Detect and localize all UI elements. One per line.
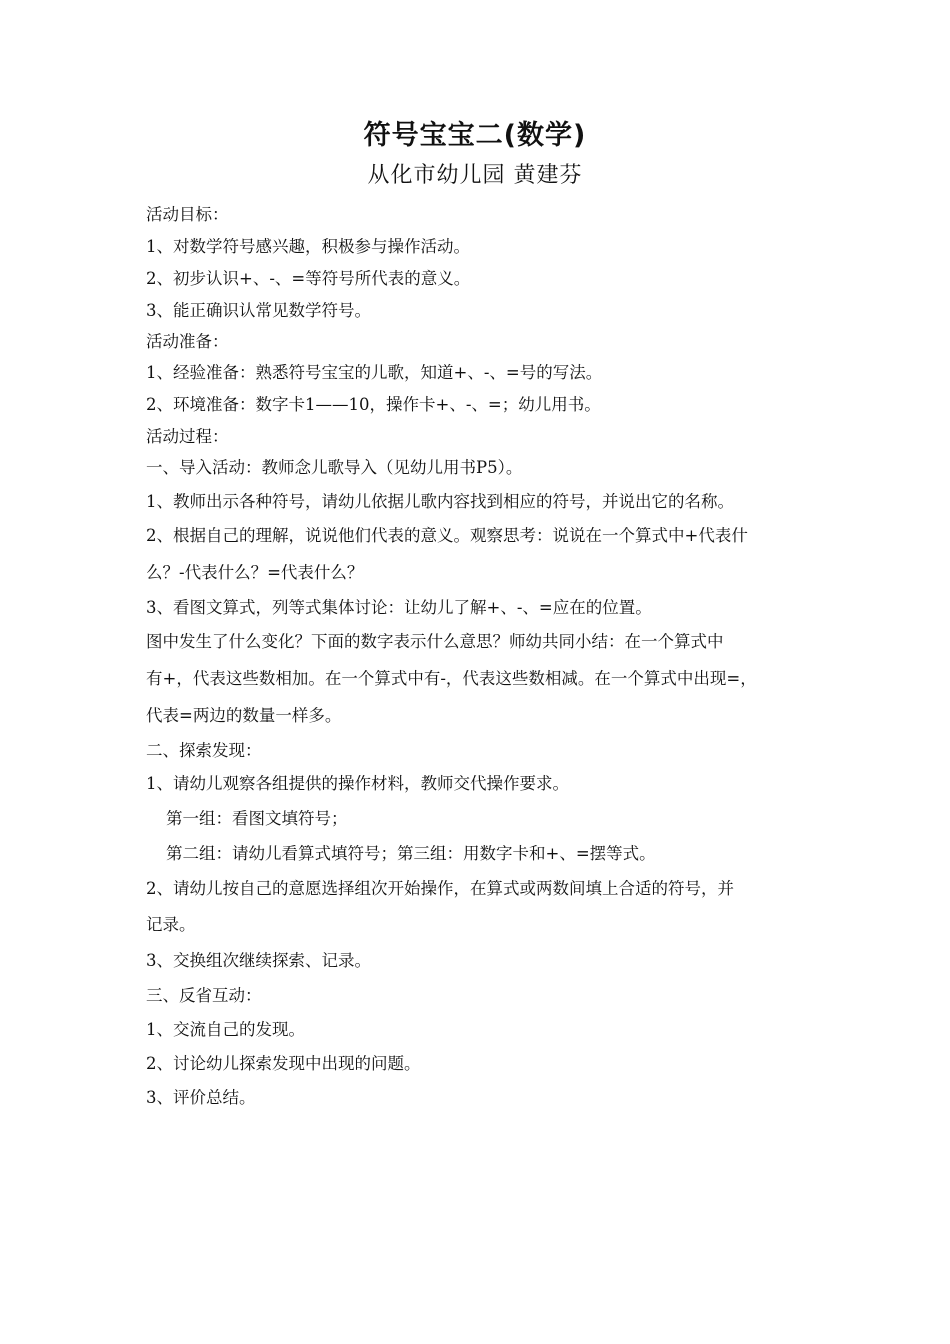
text-line: 记录。 — [146, 915, 196, 934]
section-heading-process: 活动过程： — [146, 427, 229, 446]
text-line: 代表=两边的数量一样多。 — [146, 706, 342, 725]
text-line: 1、对数学符号感兴趣，积极参与操作活动。 — [146, 237, 470, 256]
text-line: 图中发生了什么变化？下面的数字表示什么意思？师幼共同小结：在一个算式中 — [146, 632, 724, 651]
section-heading-preparation: 活动准备： — [146, 332, 229, 351]
section-heading-goals: 活动目标： — [146, 205, 229, 224]
text-line: 3、评价总结。 — [146, 1088, 256, 1107]
text-line: 1、教师出示各种符号，请幼儿依据儿歌内容找到相应的符号，并说出它的名称。 — [146, 492, 734, 511]
text-line: 一、导入活动：教师念儿歌导入（见幼儿用书P5）。 — [146, 458, 523, 477]
text-line: 1、经验准备：熟悉符号宝宝的儿歌，知道+、-、=号的写法。 — [146, 363, 603, 382]
text-line: 第一组：看图文填符号； — [166, 809, 348, 828]
text-line: 2、初步认识+、-、=等符号所代表的意义。 — [146, 269, 471, 288]
text-line: 1、请幼儿观察各组提供的操作材料，教师交代操作要求。 — [146, 774, 569, 793]
text-line: 3、看图文算式，列等式集体讨论：让幼儿了解+、-、=应在的位置。 — [146, 598, 652, 617]
text-line: 有+，代表这些数相加。在一个算式中有-，代表这些数相减。在一个算式中出现=， — [146, 669, 757, 688]
text-line: 第二组：请幼儿看算式填符号；第三组：用数字卡和+、=摆等式。 — [166, 844, 656, 863]
text-line: 3、交换组次继续探索、记录。 — [146, 951, 371, 970]
text-line: 么？-代表什么？=代表什么？ — [146, 563, 364, 582]
text-line: 2、环境准备：数字卡1——10，操作卡+、-、=；幼儿用书。 — [146, 395, 601, 414]
text-line: 1、交流自己的发现。 — [146, 1020, 305, 1039]
text-line: 3、能正确识认常见数学符号。 — [146, 301, 371, 320]
document-author: 从化市幼儿园 黄建芬 — [367, 163, 583, 188]
section-heading-explore: 二、探索发现： — [146, 741, 262, 760]
text-line: 2、根据自己的理解，说说他们代表的意义。观察思考：说说在一个算式中+代表什 — [146, 526, 748, 545]
section-heading-reflection: 三、反省互动： — [146, 986, 262, 1005]
text-line: 2、讨论幼儿探索发现中出现的问题。 — [146, 1054, 421, 1073]
document-title: 符号宝宝二(数学) — [363, 120, 587, 151]
text-line: 2、请幼儿按自己的意愿选择组次开始操作，在算式或两数间填上合适的符号，并 — [146, 879, 734, 898]
